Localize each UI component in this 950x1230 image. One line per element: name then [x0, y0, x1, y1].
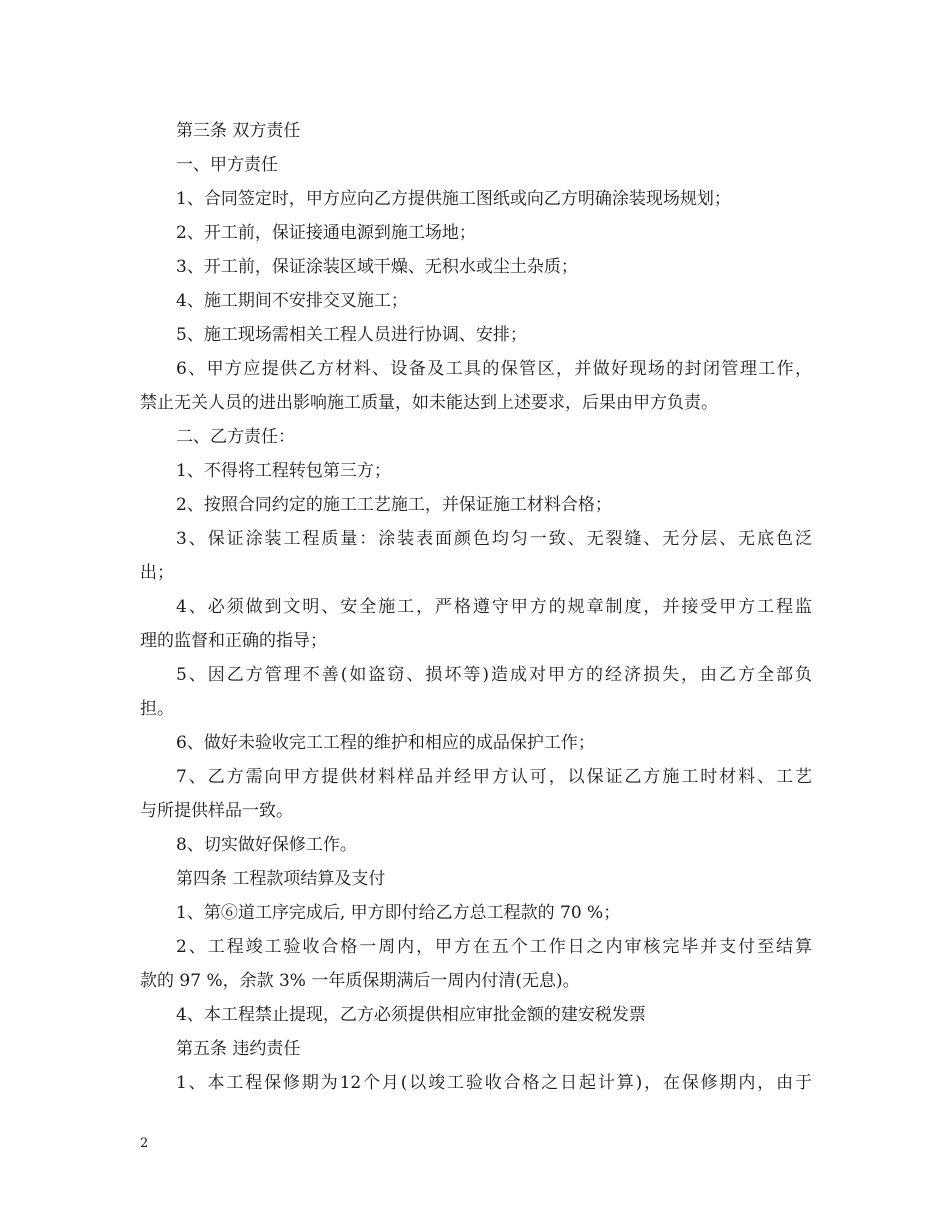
paragraph-continuation: 担。	[140, 699, 174, 719]
paragraph: 1、合同签定时，甲方应向乙方提供施工图纸或向乙方明确涂装现场规划；	[176, 189, 731, 209]
page-number: 2	[140, 1136, 149, 1151]
paragraph-continuation: 款的 97 %，余款 3% 一年质保期满后一周内付清(无息)。	[140, 971, 580, 991]
article-5-heading: 第五条 违约责任	[176, 1039, 301, 1059]
paragraph: 4、施工期间不安排交叉施工；	[176, 291, 408, 311]
party-b-heading: 二、乙方责任：	[176, 427, 295, 447]
paragraph: 1、本工程保修期为12个月(以竣工验收合格之日起计算)，在保修期内，由于	[176, 1073, 812, 1093]
paragraph-continuation: 理的监督和正确的指导；	[140, 631, 327, 651]
paragraph: 5、施工现场需相关工程人员进行协调、安排；	[176, 325, 527, 345]
paragraph: 3、保证涂装工程质量：涂装表面颜色均匀一致、无裂缝、无分层、无底色泛	[176, 529, 812, 549]
paragraph: 2、工程竣工验收合格一周内，甲方在五个工作日之内审核完毕并支付至结算	[176, 937, 812, 957]
paragraph: 5、因乙方管理不善(如盗窃、损坏等)造成对甲方的经济损失，由乙方全部负	[176, 665, 812, 685]
paragraph: 4、必须做到文明、安全施工，严格遵守甲方的规章制度，并接受甲方工程监	[176, 597, 812, 617]
document-body	[140, 114, 812, 1100]
paragraph: 1、不得将工程转包第三方；	[176, 461, 391, 481]
paragraph: 6、甲方应提供乙方材料、设备及工具的保管区，并做好现场的封闭管理工作，	[176, 359, 812, 379]
paragraph: 8、切实做好保修工作。	[176, 835, 357, 855]
paragraph: 4、本工程禁止提现，乙方必须提供相应审批金额的建安税发票	[176, 1005, 646, 1025]
party-a-heading: 一、甲方责任	[176, 155, 278, 175]
paragraph-continuation: 与所提供样品一致。	[140, 801, 293, 821]
article-3-heading: 第三条 双方责任	[176, 121, 301, 141]
paragraph: 2、按照合同约定的施工工艺施工，并保证施工材料合格；	[176, 495, 612, 515]
paragraph: 2、开工前，保证接通电源到施工场地；	[176, 223, 476, 243]
paragraph: 1、第⑥道工序完成后, 甲方即付给乙方总工程款的 70 %；	[176, 903, 621, 923]
paragraph: 3、开工前，保证涂装区域干燥、无积水或尘土杂质；	[176, 257, 578, 277]
article-4-heading: 第四条 工程款项结算及支付	[176, 869, 386, 889]
paragraph-continuation: 禁止无关人员的进出影响施工质量，如未能达到上述要求，后果由甲方负责。	[140, 393, 718, 413]
paragraph: 6、做好未验收完工工程的维护和相应的成品保护工作；	[176, 733, 595, 753]
paragraph-continuation: 出；	[140, 563, 174, 583]
paragraph: 7、乙方需向甲方提供材料样品并经甲方认可，以保证乙方施工时材料、工艺	[176, 767, 812, 787]
